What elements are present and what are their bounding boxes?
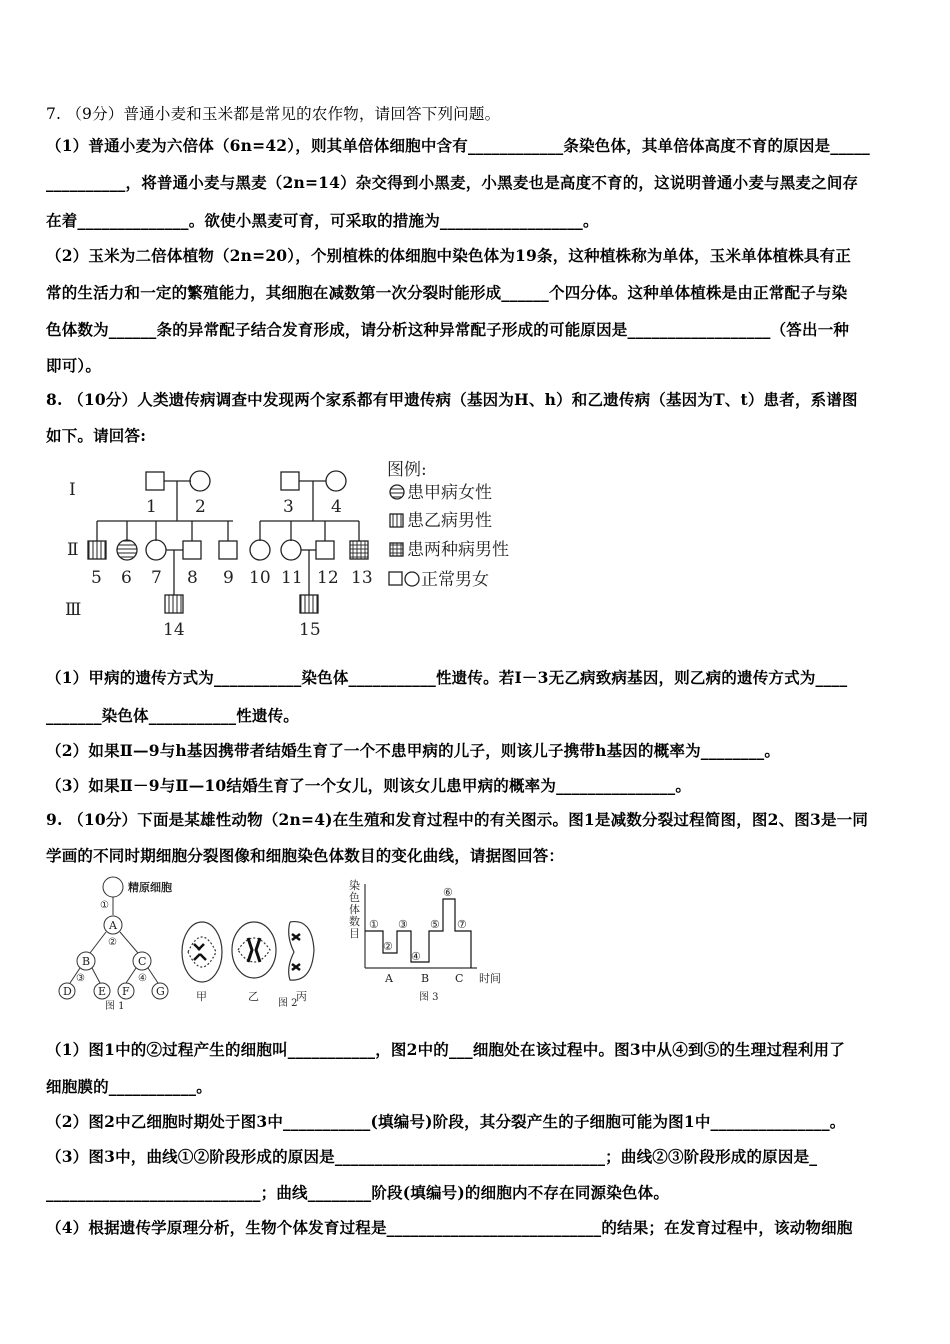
fig1-step-2: ② <box>108 937 117 948</box>
fig3-xlabel: 时间 <box>479 972 501 985</box>
gen-label-2: Ⅱ <box>67 540 79 560</box>
q7-line-3: 在着______________。欲使小黑麦可育，可采取的措施为__________________。 <box>46 211 599 230</box>
q9-line-2: 细胞膜的___________。 <box>46 1077 212 1096</box>
gen-label-1: Ⅰ <box>69 480 76 500</box>
q9-title: 9. （10分）下面是某雄性动物（2n=4)在生殖和发育过程中的有关图示。图1是减数分裂过程简图，图2、图3是一同 <box>46 810 869 829</box>
fig3-stage-6: ⑥ <box>443 886 453 899</box>
q7-line-2: __________，将普通小麦与黑麦（2n=14）杂交得到小黑麦，小黑麦也是高度不育的，这说明普通小麦与黑麦之间存 <box>46 173 859 192</box>
q9-line-6: （4）根据遗传学原理分析，生物个体发育过程是___________________________的结果；在发育过程中，该动物细胞 <box>46 1218 853 1237</box>
fig1-caption: 图 1 <box>105 1001 125 1010</box>
fig1-top-label: 精原细胞 <box>128 881 172 894</box>
q9-line-1: （1）图1中的②过程产生的细胞叫___________，图2中的___细胞处在该过程中。图3中从④到⑤的生理过程利用了 <box>46 1040 845 1059</box>
fig1-step-3: ③ <box>76 973 85 984</box>
q9-line-5: ___________________________；曲线________阶段(填编号)的细胞内不存在同源染色体。 <box>46 1183 670 1202</box>
label-7: 7 <box>151 568 162 588</box>
figure-3-chromosome-curve <box>345 876 515 1006</box>
fig3-xtick-C: C <box>455 972 464 985</box>
spermatogonium-cell <box>103 877 123 897</box>
fig1-node-B: B <box>82 955 91 968</box>
label-13: 13 <box>351 568 373 588</box>
individual-13 <box>350 541 368 559</box>
legend-item-2: 患乙病男性 <box>407 511 492 531</box>
q9-line-4: （3）图3中，曲线①②阶段形成的原因是__________________________________；曲线②③阶段形成的原因是_ <box>46 1147 818 1166</box>
individual-9 <box>219 541 237 559</box>
label-2: 2 <box>195 497 206 517</box>
fig3-stage-2: ② <box>383 940 393 953</box>
fig1-node-C: C <box>138 955 147 968</box>
fig3-ylabel-5: 目 <box>349 927 360 940</box>
individual-1 <box>146 472 164 490</box>
legend-affected-a-female-icon <box>390 485 404 499</box>
label-15: 15 <box>299 620 321 640</box>
individual-4 <box>326 471 346 491</box>
figure-1-meiosis-tree <box>50 875 180 1010</box>
fig3-ylabel-4: 数 <box>349 915 360 928</box>
q7-line-6: 色体数为______条的异常配子结合发育形成，请分析这种异常配子形成的可能原因是__________________（答出一种 <box>46 320 850 339</box>
individual-11 <box>281 540 301 560</box>
label-14: 14 <box>163 620 185 640</box>
fig1-node-D: D <box>63 985 72 998</box>
fig3-stage-7: ⑦ <box>457 918 467 931</box>
fig3-stage-5: ⑤ <box>430 918 440 931</box>
individual-15 <box>300 595 318 613</box>
fig3-stage-3: ③ <box>398 918 408 931</box>
q8-line-3: （2）如果Ⅱ—9与h基因携带者结婚生育了一个不患甲病的儿子，则该儿子携带h基因的概率为________。 <box>46 741 781 760</box>
q7-line-4: （2）玉米为二倍体植物（2n=20），个别植株的体细胞中染色体为19条，这种植株称为单体，玉米单体植株具有正 <box>46 246 852 265</box>
label-1: 1 <box>146 497 157 517</box>
q7-title: 7. （9分）普通小麦和玉米都是常见的农作物，请回答下列问题。 <box>46 105 501 123</box>
legend-normal-female-icon <box>405 572 419 586</box>
label-4: 4 <box>331 497 342 517</box>
label-9: 9 <box>223 568 234 588</box>
q9-title-2: 学画的不同时期细胞分裂图像和细胞染色体数目的变化曲线，请据图回答： <box>46 846 565 865</box>
fig3-ylabel-1: 染 <box>349 879 360 892</box>
fig3-stage-1: ① <box>369 918 379 931</box>
gen-label-3: Ⅲ <box>65 600 82 620</box>
label-6: 6 <box>121 568 132 588</box>
fig3-xtick-B: B <box>421 972 430 985</box>
legend-item-3: 患两种病男性 <box>407 540 509 560</box>
q7-line-1: （1）普通小麦为六倍体（6n=42），则其单倍体细胞中含有____________条染色体，其单倍体高度不育的原因是_____ <box>46 136 870 155</box>
individual-2 <box>190 471 210 491</box>
label-8: 8 <box>187 568 198 588</box>
q8-line-4: （3）如果Ⅱ－9与Ⅱ—10结婚生育了一个女儿，则该女儿患甲病的概率为_______________。 <box>46 776 692 795</box>
q7-line-5: 常的生活力和一定的繁殖能力，其细胞在减数第一次分裂时能形成______个四分体。这种单体植株是由正常配子与染 <box>46 283 848 302</box>
label-5: 5 <box>91 568 102 588</box>
fig1-node-F: F <box>122 985 130 998</box>
fig3-caption: 图 3 <box>419 992 439 1003</box>
fig2-label-jia: 甲 <box>196 990 207 1003</box>
fig1-node-E: E <box>98 985 107 998</box>
individual-6 <box>117 540 137 560</box>
individual-5 <box>88 541 106 559</box>
q7-line-7: 即可）。 <box>46 356 102 375</box>
legend-item-4: 正常男女 <box>421 570 489 590</box>
fig3-ylabel-3: 体 <box>349 903 360 916</box>
label-10: 10 <box>249 568 271 588</box>
individual-7 <box>146 540 166 560</box>
legend-normal-male-icon <box>389 572 402 585</box>
pedigree-figure <box>55 455 535 645</box>
q8-title: 8. （10分）人类遗传病调查中发现两个家系都有甲遗传病（基因为H、h）和乙遗传病（基因为T、t）患者，系谱图 <box>46 390 858 409</box>
individual-8 <box>183 541 201 559</box>
fig3-ylabel-2: 色 <box>349 891 360 904</box>
label-3: 3 <box>283 497 294 517</box>
legend-both-male-icon <box>390 543 403 556</box>
fig2-label-yi: 乙 <box>248 990 259 1003</box>
legend-item-1: 患甲病女性 <box>407 483 492 503</box>
individual-14 <box>165 595 183 613</box>
q8-line-2: _______染色体___________性遗传。 <box>46 706 300 725</box>
individual-10 <box>250 540 270 560</box>
individual-3 <box>281 472 299 490</box>
figure-2-cell-images <box>178 908 338 1008</box>
q8-title-2: 如下。请回答: <box>46 426 147 445</box>
fig1-step-4: ④ <box>138 973 147 984</box>
label-11: 11 <box>281 568 303 588</box>
individual-12 <box>316 541 334 559</box>
fig1-node-G: G <box>156 985 165 998</box>
fig2-label-bing: 丙 <box>296 990 307 1003</box>
q9-line-3: （2）图2中乙细胞时期处于图3中___________(填编号)阶段，其分裂产生的子细胞可能为图1中_______________。 <box>46 1112 846 1131</box>
fig1-step-1: ① <box>100 900 109 911</box>
fig3-stage-4: ④ <box>411 950 421 963</box>
legend-affected-b-male-icon <box>390 514 403 527</box>
fig1-node-A: A <box>109 919 117 932</box>
fig2-caption: 图 2 <box>278 998 298 1008</box>
cell-bing <box>289 922 314 981</box>
label-12: 12 <box>317 568 339 588</box>
q8-line-1: （1）甲病的遗传方式为___________染色体___________性遗传。若Ⅰ－3无乙病致病基因，则乙病的遗传方式为____ <box>46 668 848 687</box>
fig3-xtick-A: A <box>385 972 393 985</box>
legend-title: 图例: <box>387 460 427 480</box>
